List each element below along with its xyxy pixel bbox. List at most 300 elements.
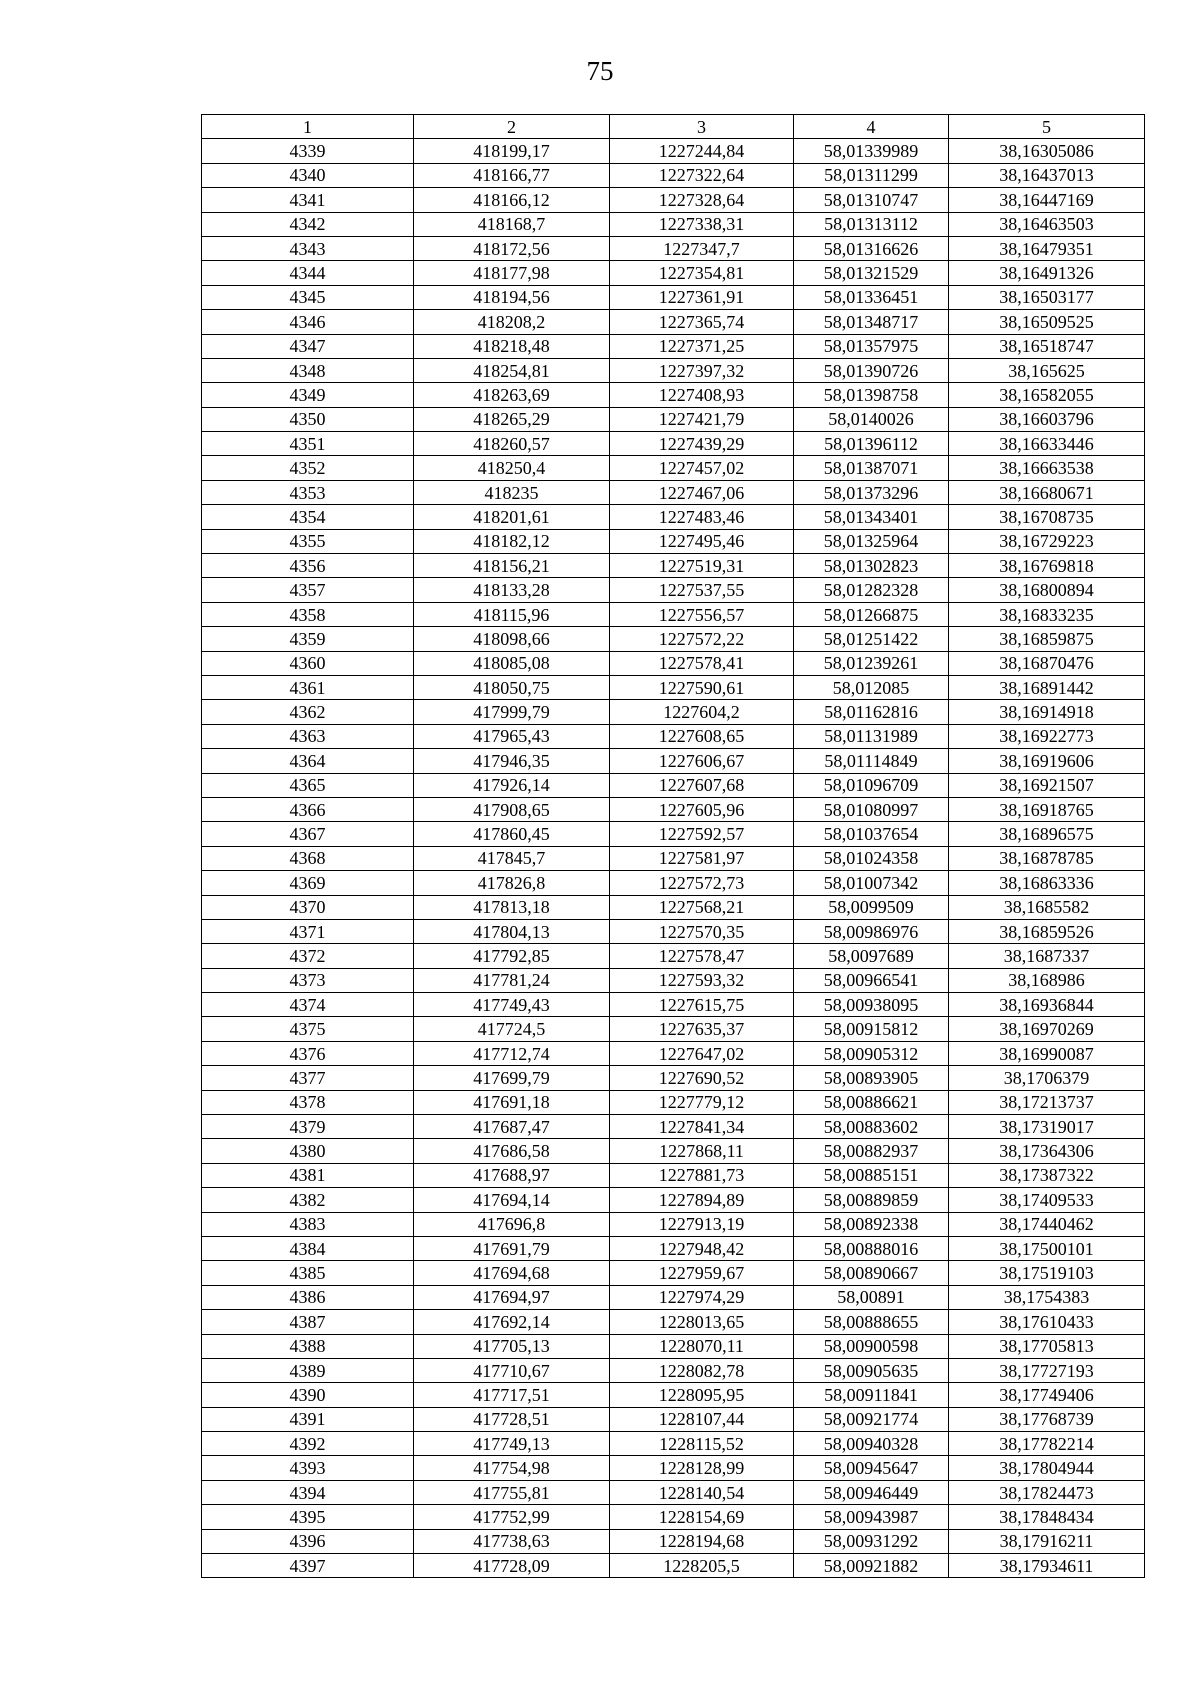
table-row	[202, 1529, 1145, 1553]
table-row	[202, 1358, 1145, 1382]
longitude-cell: 38,17500101	[949, 1236, 1145, 1260]
latitude-cell: 58,01131989	[794, 724, 949, 748]
table-row	[202, 1236, 1145, 1260]
y-coordinate-cell: 1227467,06	[610, 480, 794, 504]
point-number-cell: 4347	[202, 334, 414, 358]
y-coordinate-cell: 1227593,32	[610, 968, 794, 992]
y-coordinate-cell: 1227608,65	[610, 724, 794, 748]
y-coordinate-cell: 1227647,02	[610, 1041, 794, 1065]
y-coordinate-cell: 1228194,68	[610, 1529, 794, 1553]
y-coordinate-cell: 1227881,73	[610, 1163, 794, 1187]
table-row	[202, 456, 1145, 480]
x-coordinate-cell: 417710,67	[414, 1358, 610, 1382]
x-coordinate-cell: 418194,56	[414, 285, 610, 309]
longitude-cell: 38,17824473	[949, 1480, 1145, 1504]
y-coordinate-cell: 1227495,46	[610, 529, 794, 553]
y-coordinate-cell: 1228128,99	[610, 1456, 794, 1480]
longitude-cell: 38,17804944	[949, 1456, 1145, 1480]
x-coordinate-cell: 417749,43	[414, 993, 610, 1017]
point-number-cell: 4381	[202, 1163, 414, 1187]
y-coordinate-cell: 1227974,29	[610, 1285, 794, 1309]
point-number-cell: 4350	[202, 407, 414, 431]
y-coordinate-cell: 1227556,57	[610, 602, 794, 626]
latitude-cell: 58,01373296	[794, 480, 949, 504]
longitude-cell: 38,17934611	[949, 1554, 1145, 1578]
point-number-cell: 4351	[202, 432, 414, 456]
longitude-cell: 38,17519103	[949, 1261, 1145, 1285]
table-row	[202, 944, 1145, 968]
point-number-cell: 4360	[202, 651, 414, 675]
longitude-cell: 38,16863336	[949, 871, 1145, 895]
table-header	[202, 115, 1145, 139]
header-row	[202, 115, 1145, 139]
latitude-cell: 58,01387071	[794, 456, 949, 480]
longitude-cell: 38,16663538	[949, 456, 1145, 480]
table-row	[202, 529, 1145, 553]
latitude-cell: 58,01316626	[794, 236, 949, 260]
table-row	[202, 1017, 1145, 1041]
x-coordinate-cell: 417754,98	[414, 1456, 610, 1480]
x-coordinate-cell: 418166,77	[414, 163, 610, 187]
latitude-cell: 58,01310747	[794, 188, 949, 212]
x-coordinate-cell: 417694,14	[414, 1188, 610, 1212]
table-row	[202, 1554, 1145, 1578]
point-number-cell: 4393	[202, 1456, 414, 1480]
y-coordinate-cell: 1227635,37	[610, 1017, 794, 1041]
table-row	[202, 1407, 1145, 1431]
y-coordinate-cell: 1227592,57	[610, 822, 794, 846]
longitude-cell: 38,17768739	[949, 1407, 1145, 1431]
table-row	[202, 651, 1145, 675]
table-row	[202, 432, 1145, 456]
latitude-cell: 58,00945647	[794, 1456, 949, 1480]
y-coordinate-cell: 1227322,64	[610, 163, 794, 187]
latitude-cell: 58,01339989	[794, 139, 949, 163]
latitude-cell: 58,01398758	[794, 383, 949, 407]
longitude-cell: 38,1754383	[949, 1285, 1145, 1309]
longitude-cell: 38,16891442	[949, 675, 1145, 699]
point-number-cell: 4364	[202, 749, 414, 773]
latitude-cell: 58,01080997	[794, 797, 949, 821]
table-row	[202, 1432, 1145, 1456]
latitude-cell: 58,00891	[794, 1285, 949, 1309]
x-coordinate-cell: 417749,13	[414, 1432, 610, 1456]
y-coordinate-cell: 1227894,89	[610, 1188, 794, 1212]
latitude-cell: 58,00921882	[794, 1554, 949, 1578]
latitude-cell: 58,01096709	[794, 773, 949, 797]
y-coordinate-cell: 1227948,42	[610, 1236, 794, 1260]
point-number-cell: 4357	[202, 578, 414, 602]
x-coordinate-cell: 417686,58	[414, 1139, 610, 1163]
latitude-cell: 58,01239261	[794, 651, 949, 675]
longitude-cell: 38,17848434	[949, 1505, 1145, 1529]
table-row	[202, 1456, 1145, 1480]
y-coordinate-cell: 1228095,95	[610, 1383, 794, 1407]
longitude-cell: 38,16518747	[949, 334, 1145, 358]
x-coordinate-cell: 417908,65	[414, 797, 610, 821]
point-number-cell: 4346	[202, 310, 414, 334]
longitude-cell: 38,17319017	[949, 1115, 1145, 1139]
longitude-cell: 38,1685582	[949, 895, 1145, 919]
x-coordinate-cell: 418254,81	[414, 358, 610, 382]
table-row	[202, 1480, 1145, 1504]
table-row	[202, 358, 1145, 382]
table-row	[202, 480, 1145, 504]
longitude-cell: 38,16990087	[949, 1041, 1145, 1065]
point-number-cell: 4341	[202, 188, 414, 212]
x-coordinate-cell: 418168,7	[414, 212, 610, 236]
y-coordinate-cell: 1227578,41	[610, 651, 794, 675]
latitude-cell: 58,00966541	[794, 968, 949, 992]
point-number-cell: 4383	[202, 1212, 414, 1236]
x-coordinate-cell: 417717,51	[414, 1383, 610, 1407]
y-coordinate-cell: 1227244,84	[610, 139, 794, 163]
x-coordinate-cell: 417946,35	[414, 749, 610, 773]
longitude-cell: 38,16491326	[949, 261, 1145, 285]
y-coordinate-cell: 1227397,32	[610, 358, 794, 382]
y-coordinate-cell: 1227572,73	[610, 871, 794, 895]
latitude-cell: 58,00885151	[794, 1163, 949, 1187]
table-row	[202, 895, 1145, 919]
latitude-cell: 58,01037654	[794, 822, 949, 846]
latitude-cell: 58,00893905	[794, 1066, 949, 1090]
point-number-cell: 4370	[202, 895, 414, 919]
point-number-cell: 4352	[202, 456, 414, 480]
point-number-cell: 4394	[202, 1480, 414, 1504]
latitude-cell: 58,00943987	[794, 1505, 949, 1529]
x-coordinate-cell: 418218,48	[414, 334, 610, 358]
longitude-cell: 38,16914918	[949, 700, 1145, 724]
point-number-cell: 4375	[202, 1017, 414, 1041]
table-row	[202, 1163, 1145, 1187]
longitude-cell: 38,17782214	[949, 1432, 1145, 1456]
point-number-cell: 4349	[202, 383, 414, 407]
point-number-cell: 4366	[202, 797, 414, 821]
latitude-cell: 58,00915812	[794, 1017, 949, 1041]
latitude-cell: 58,01336451	[794, 285, 949, 309]
longitude-cell: 38,165625	[949, 358, 1145, 382]
y-coordinate-cell: 1227841,34	[610, 1115, 794, 1139]
point-number-cell: 4367	[202, 822, 414, 846]
longitude-cell: 38,17705813	[949, 1334, 1145, 1358]
table-row	[202, 285, 1145, 309]
latitude-cell: 58,00900598	[794, 1334, 949, 1358]
point-number-cell: 4363	[202, 724, 414, 748]
latitude-cell: 58,01251422	[794, 627, 949, 651]
longitude-cell: 38,16582055	[949, 383, 1145, 407]
longitude-cell: 38,16859526	[949, 919, 1145, 943]
x-coordinate-cell: 418235	[414, 480, 610, 504]
x-coordinate-cell: 417699,79	[414, 1066, 610, 1090]
table-row	[202, 1310, 1145, 1334]
table-row	[202, 1285, 1145, 1309]
y-coordinate-cell: 1227457,02	[610, 456, 794, 480]
latitude-cell: 58,00931292	[794, 1529, 949, 1553]
point-number-cell: 4344	[202, 261, 414, 285]
y-coordinate-cell: 1227408,93	[610, 383, 794, 407]
y-coordinate-cell: 1227347,7	[610, 236, 794, 260]
latitude-cell: 58,01325964	[794, 529, 949, 553]
table-row	[202, 554, 1145, 578]
x-coordinate-cell: 418050,75	[414, 675, 610, 699]
x-coordinate-cell: 417845,7	[414, 846, 610, 870]
y-coordinate-cell: 1227568,21	[610, 895, 794, 919]
x-coordinate-cell: 417696,8	[414, 1212, 610, 1236]
x-coordinate-cell: 418199,17	[414, 139, 610, 163]
x-coordinate-cell: 418177,98	[414, 261, 610, 285]
x-coordinate-cell: 417804,13	[414, 919, 610, 943]
longitude-cell: 38,16447169	[949, 188, 1145, 212]
table-row	[202, 724, 1145, 748]
point-number-cell: 4377	[202, 1066, 414, 1090]
x-coordinate-cell: 418098,66	[414, 627, 610, 651]
longitude-cell: 38,16708735	[949, 505, 1145, 529]
point-number-cell: 4361	[202, 675, 414, 699]
y-coordinate-cell: 1228115,52	[610, 1432, 794, 1456]
point-number-cell: 4355	[202, 529, 414, 553]
y-coordinate-cell: 1228205,5	[610, 1554, 794, 1578]
x-coordinate-cell: 417728,51	[414, 1407, 610, 1431]
longitude-cell: 38,17916211	[949, 1529, 1145, 1553]
point-number-cell: 4339	[202, 139, 414, 163]
x-coordinate-cell: 417826,8	[414, 871, 610, 895]
table-row	[202, 1383, 1145, 1407]
longitude-cell: 38,16680671	[949, 480, 1145, 504]
latitude-cell: 58,01024358	[794, 846, 949, 870]
table-row	[202, 627, 1145, 651]
x-coordinate-cell: 417926,14	[414, 773, 610, 797]
table-row	[202, 822, 1145, 846]
y-coordinate-cell: 1227578,47	[610, 944, 794, 968]
latitude-cell: 58,01007342	[794, 871, 949, 895]
point-number-cell: 4368	[202, 846, 414, 870]
y-coordinate-cell: 1227371,25	[610, 334, 794, 358]
latitude-cell: 58,01311299	[794, 163, 949, 187]
table-row	[202, 749, 1145, 773]
longitude-cell: 38,16479351	[949, 236, 1145, 260]
longitude-cell: 38,16509525	[949, 310, 1145, 334]
point-number-cell: 4340	[202, 163, 414, 187]
x-coordinate-cell: 418182,12	[414, 529, 610, 553]
y-coordinate-cell: 1228154,69	[610, 1505, 794, 1529]
point-number-cell: 4348	[202, 358, 414, 382]
y-coordinate-cell: 1227354,81	[610, 261, 794, 285]
longitude-cell: 38,16833235	[949, 602, 1145, 626]
x-coordinate-cell: 417691,79	[414, 1236, 610, 1260]
longitude-cell: 38,16936844	[949, 993, 1145, 1017]
x-coordinate-cell: 417691,18	[414, 1090, 610, 1114]
point-number-cell: 4376	[202, 1041, 414, 1065]
longitude-cell: 38,16800894	[949, 578, 1145, 602]
x-coordinate-cell: 417705,13	[414, 1334, 610, 1358]
x-coordinate-cell: 417755,81	[414, 1480, 610, 1504]
latitude-cell: 58,00921774	[794, 1407, 949, 1431]
longitude-cell: 38,16633446	[949, 432, 1145, 456]
point-number-cell: 4369	[202, 871, 414, 895]
table-row	[202, 1188, 1145, 1212]
table-row	[202, 1115, 1145, 1139]
point-number-cell: 4374	[202, 993, 414, 1017]
table-row	[202, 675, 1145, 699]
longitude-cell: 38,16922773	[949, 724, 1145, 748]
x-coordinate-cell: 417694,68	[414, 1261, 610, 1285]
y-coordinate-cell: 1227779,12	[610, 1090, 794, 1114]
latitude-cell: 58,00888655	[794, 1310, 949, 1334]
table-row	[202, 919, 1145, 943]
table-row	[202, 700, 1145, 724]
y-coordinate-cell: 1227607,68	[610, 773, 794, 797]
latitude-cell: 58,01321529	[794, 261, 949, 285]
y-coordinate-cell: 1228140,54	[610, 1480, 794, 1504]
table-row	[202, 163, 1145, 187]
x-coordinate-cell: 417813,18	[414, 895, 610, 919]
point-number-cell: 4392	[202, 1432, 414, 1456]
x-coordinate-cell: 418260,57	[414, 432, 610, 456]
page-number: 75	[586, 56, 614, 86]
x-coordinate-cell: 418085,08	[414, 651, 610, 675]
y-coordinate-cell: 1227690,52	[610, 1066, 794, 1090]
y-coordinate-cell: 1227421,79	[610, 407, 794, 431]
x-coordinate-cell: 418156,21	[414, 554, 610, 578]
table-row	[202, 968, 1145, 992]
latitude-cell: 58,01343401	[794, 505, 949, 529]
latitude-cell: 58,01114849	[794, 749, 949, 773]
y-coordinate-cell: 1227605,96	[610, 797, 794, 821]
longitude-cell: 38,16896575	[949, 822, 1145, 846]
latitude-cell: 58,00905635	[794, 1358, 949, 1382]
latitude-cell: 58,01302823	[794, 554, 949, 578]
latitude-cell: 58,00986976	[794, 919, 949, 943]
table-row	[202, 334, 1145, 358]
x-coordinate-cell: 417860,45	[414, 822, 610, 846]
y-coordinate-cell: 1227537,55	[610, 578, 794, 602]
point-number-cell: 4388	[202, 1334, 414, 1358]
latitude-cell: 58,01348717	[794, 310, 949, 334]
table-row	[202, 505, 1145, 529]
point-number-cell: 4353	[202, 480, 414, 504]
y-coordinate-cell: 1227483,46	[610, 505, 794, 529]
latitude-cell: 58,00911841	[794, 1383, 949, 1407]
table-row	[202, 797, 1145, 821]
y-coordinate-cell: 1228070,11	[610, 1334, 794, 1358]
point-number-cell: 4372	[202, 944, 414, 968]
longitude-cell: 38,17409533	[949, 1188, 1145, 1212]
latitude-cell: 58,01357975	[794, 334, 949, 358]
latitude-cell: 58,01266875	[794, 602, 949, 626]
table-row	[202, 871, 1145, 895]
x-coordinate-cell: 418115,96	[414, 602, 610, 626]
longitude-cell: 38,16878785	[949, 846, 1145, 870]
x-coordinate-cell: 418250,4	[414, 456, 610, 480]
point-number-cell: 4389	[202, 1358, 414, 1382]
table-row	[202, 773, 1145, 797]
table-row	[202, 212, 1145, 236]
x-coordinate-cell: 418263,69	[414, 383, 610, 407]
latitude-cell: 58,00888016	[794, 1236, 949, 1260]
y-coordinate-cell: 1227572,22	[610, 627, 794, 651]
x-coordinate-cell: 418201,61	[414, 505, 610, 529]
x-coordinate-cell: 417738,63	[414, 1529, 610, 1553]
table-row	[202, 1139, 1145, 1163]
table-row	[202, 578, 1145, 602]
x-coordinate-cell: 417965,43	[414, 724, 610, 748]
longitude-cell: 38,17387322	[949, 1163, 1145, 1187]
column-header-3: 3	[610, 115, 794, 139]
x-coordinate-cell: 418133,28	[414, 578, 610, 602]
y-coordinate-cell: 1227570,35	[610, 919, 794, 943]
latitude-cell: 58,00886621	[794, 1090, 949, 1114]
longitude-cell: 38,16769818	[949, 554, 1145, 578]
latitude-cell: 58,01396112	[794, 432, 949, 456]
point-number-cell: 4362	[202, 700, 414, 724]
latitude-cell: 58,00890667	[794, 1261, 949, 1285]
y-coordinate-cell: 1228082,78	[610, 1358, 794, 1382]
table-row	[202, 139, 1145, 163]
longitude-cell: 38,16503177	[949, 285, 1145, 309]
point-number-cell: 4391	[202, 1407, 414, 1431]
latitude-cell: 58,01162816	[794, 700, 949, 724]
column-header-4: 4	[794, 115, 949, 139]
table-row	[202, 1334, 1145, 1358]
y-coordinate-cell: 1227868,11	[610, 1139, 794, 1163]
x-coordinate-cell: 418265,29	[414, 407, 610, 431]
longitude-cell: 38,16918765	[949, 797, 1145, 821]
x-coordinate-cell: 417687,47	[414, 1115, 610, 1139]
point-number-cell: 4373	[202, 968, 414, 992]
point-number-cell: 4385	[202, 1261, 414, 1285]
longitude-cell: 38,16859875	[949, 627, 1145, 651]
longitude-cell: 38,16305086	[949, 139, 1145, 163]
table-row	[202, 846, 1145, 870]
point-number-cell: 4358	[202, 602, 414, 626]
coordinates-table	[201, 114, 1145, 1578]
latitude-cell: 58,0097689	[794, 944, 949, 968]
latitude-cell: 58,0099509	[794, 895, 949, 919]
table-row	[202, 236, 1145, 260]
latitude-cell: 58,01313112	[794, 212, 949, 236]
longitude-cell: 38,17749406	[949, 1383, 1145, 1407]
latitude-cell: 58,01390726	[794, 358, 949, 382]
table-row	[202, 602, 1145, 626]
longitude-cell: 38,168986	[949, 968, 1145, 992]
point-number-cell: 4343	[202, 236, 414, 260]
y-coordinate-cell: 1228107,44	[610, 1407, 794, 1431]
point-number-cell: 4387	[202, 1310, 414, 1334]
point-number-cell: 4359	[202, 627, 414, 651]
longitude-cell: 38,17727193	[949, 1358, 1145, 1382]
x-coordinate-cell: 417688,97	[414, 1163, 610, 1187]
point-number-cell: 4354	[202, 505, 414, 529]
latitude-cell: 58,01282328	[794, 578, 949, 602]
latitude-cell: 58,00892338	[794, 1212, 949, 1236]
longitude-cell: 38,16463503	[949, 212, 1145, 236]
point-number-cell: 4390	[202, 1383, 414, 1407]
column-header-2: 2	[414, 115, 610, 139]
x-coordinate-cell: 418208,2	[414, 310, 610, 334]
point-number-cell: 4395	[202, 1505, 414, 1529]
table-row	[202, 310, 1145, 334]
table-body	[202, 139, 1145, 1578]
point-number-cell: 4386	[202, 1285, 414, 1309]
longitude-cell: 38,17364306	[949, 1139, 1145, 1163]
y-coordinate-cell: 1227581,97	[610, 846, 794, 870]
longitude-cell: 38,1687337	[949, 944, 1145, 968]
point-number-cell: 4379	[202, 1115, 414, 1139]
x-coordinate-cell: 417781,24	[414, 968, 610, 992]
y-coordinate-cell: 1227913,19	[610, 1212, 794, 1236]
x-coordinate-cell: 417692,14	[414, 1310, 610, 1334]
y-coordinate-cell: 1227361,91	[610, 285, 794, 309]
